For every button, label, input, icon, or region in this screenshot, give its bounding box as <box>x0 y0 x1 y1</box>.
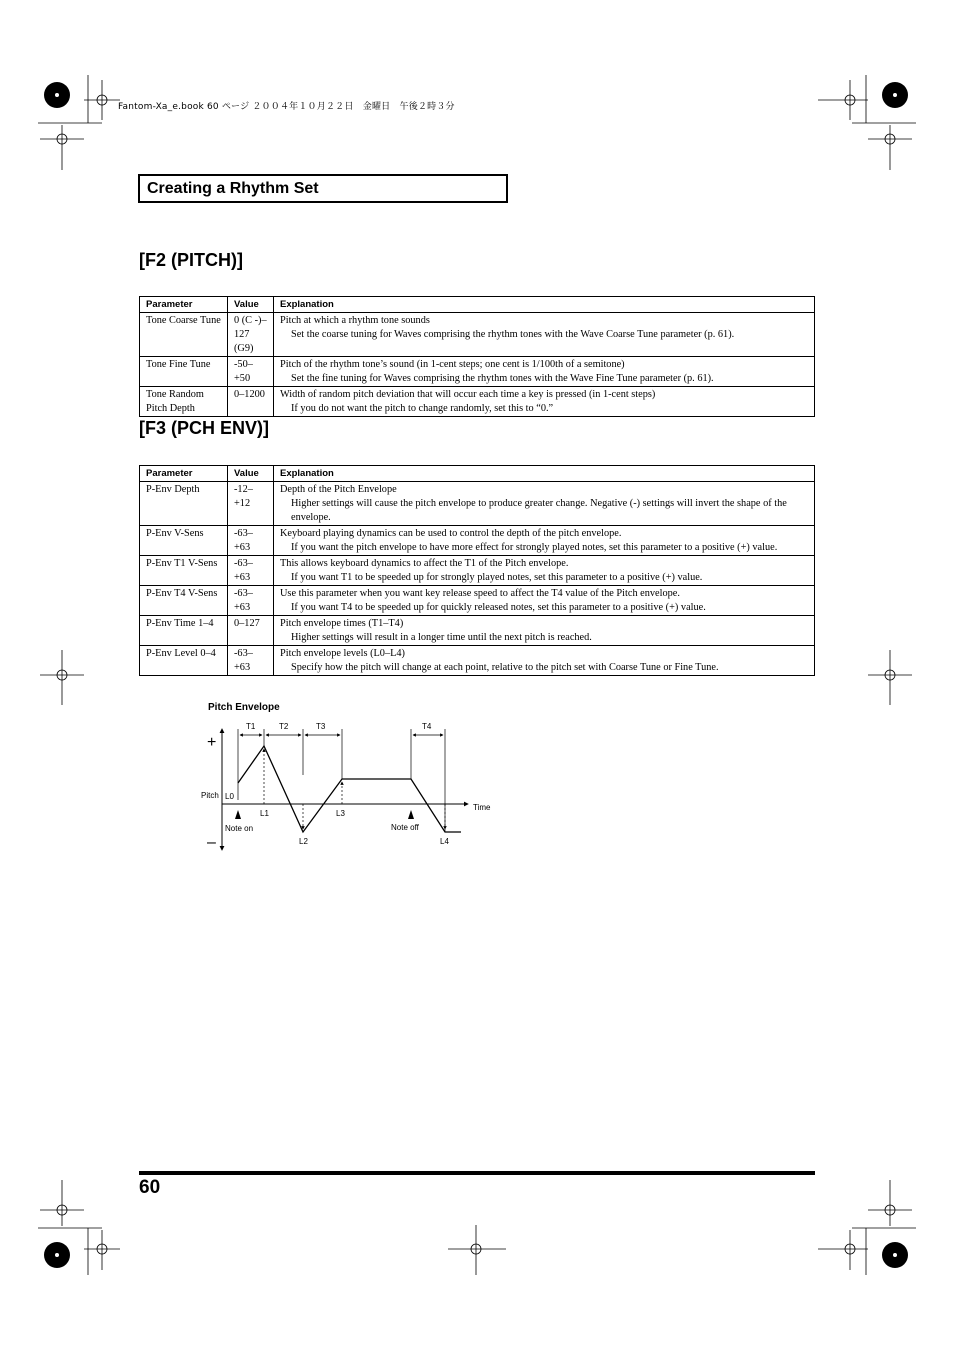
parameter-value: 0–127 <box>228 616 274 646</box>
parameter-name: P-Env Depth <box>140 482 228 526</box>
column-header: Value <box>228 466 274 482</box>
parameter-name: P-Env Level 0–4 <box>140 646 228 676</box>
section-title: Creating a Rhythm Set <box>138 174 508 203</box>
parameter-explanation: Depth of the Pitch Envelope Higher settings will cause the pitch envelope to produce greater change. Negative (-) settings will invert the shape of the envelope. <box>274 482 815 526</box>
table-row <box>140 526 815 556</box>
note-off-label: Note off <box>391 823 419 832</box>
l0-label: L0 <box>225 792 234 801</box>
t4-label: T4 <box>422 722 432 731</box>
envelope-curve <box>238 746 461 832</box>
table-row <box>140 313 815 357</box>
l2-label: L2 <box>299 837 308 846</box>
parameter-name: P-Env T1 V-Sens <box>140 556 228 586</box>
l4-label: L4 <box>440 837 449 846</box>
footer-rule <box>139 1171 815 1175</box>
parameter-name: Tone Coarse Tune <box>140 313 228 357</box>
note-off-marker <box>408 810 414 819</box>
parameter-value: -63– +63 <box>228 586 274 616</box>
parameter-name: P-Env Time 1–4 <box>140 616 228 646</box>
t3-label: T3 <box>316 722 326 731</box>
parameter-explanation: Pitch at which a rhythm tone sounds Set the coarse tuning for Waves comprising the rhythm tones with the Wave Coarse Tune parameter (p. 61). <box>274 313 815 357</box>
parameter-value: 0 (C -)– 127 (G9) <box>228 313 274 357</box>
f2-parameter-table <box>139 296 815 417</box>
parameter-name: Tone Random Pitch Depth <box>140 387 228 417</box>
f2-heading: [F2 (PITCH)] <box>139 250 243 270</box>
t2-label: T2 <box>279 722 289 731</box>
table-row <box>140 556 815 586</box>
t1-label: T1 <box>246 722 256 731</box>
l1-label: L1 <box>260 809 269 818</box>
column-header: Explanation <box>274 466 815 482</box>
parameter-explanation: Pitch envelope levels (L0–L4) Specify how the pitch will change at each point, relative to the pitch set with Coarse Tune or Fine Tune. <box>274 646 815 676</box>
minus-sign: – <box>207 834 216 851</box>
parameter-name: P-Env V-Sens <box>140 526 228 556</box>
l3-label: L3 <box>336 809 345 818</box>
note-on-marker <box>235 810 241 819</box>
parameter-name: Tone Fine Tune <box>140 357 228 387</box>
table-row <box>140 616 815 646</box>
time-label: Time <box>473 803 491 812</box>
parameter-explanation: Width of random pitch deviation that will occur each time a key is pressed (in 1-cent steps) If you do not want the pitch to change randomly, set this to “0.” <box>274 387 815 417</box>
parameter-value: -63– +63 <box>228 556 274 586</box>
table-row <box>140 482 815 526</box>
table-row <box>140 387 815 417</box>
column-header: Explanation <box>274 297 815 313</box>
f3-heading: [F3 (PCH ENV)] <box>139 418 269 438</box>
parameter-explanation: Pitch envelope times (T1–T4) Higher settings will result in a longer time until the next pitch is reached. <box>274 616 815 646</box>
parameter-name: P-Env T4 V-Sens <box>140 586 228 616</box>
column-header: Parameter <box>140 466 228 482</box>
f3-parameter-table <box>139 465 815 676</box>
pitch-label: Pitch <box>201 791 219 800</box>
parameter-explanation: Keyboard playing dynamics can be used to control the depth of the pitch envelope. If you want the pitch envelope to have more effect for strongly played notes, set this parameter to a positive (+) value. <box>274 526 815 556</box>
parameter-value: -63– +63 <box>228 526 274 556</box>
parameter-explanation: This allows keyboard dynamics to affect the T1 of the Pitch envelope. If you want T1 to be speeded up for strongly played notes, set this parameter to a positive (+) value. <box>274 556 815 586</box>
table-row <box>140 357 815 387</box>
page-number: 60 <box>139 1177 161 1198</box>
table-header-row <box>140 297 815 313</box>
plus-sign: + <box>207 734 217 751</box>
envelope-title: Pitch Envelope <box>208 702 280 713</box>
parameter-value: 0–1200 <box>228 387 274 417</box>
pitch-envelope-diagram <box>195 715 505 855</box>
table-header-row <box>140 466 815 482</box>
parameter-value: -63– +63 <box>228 646 274 676</box>
parameter-value: -50– +50 <box>228 357 274 387</box>
note-on-label: Note on <box>225 824 254 833</box>
parameter-value: -12– +12 <box>228 482 274 526</box>
table-row <box>140 646 815 676</box>
column-header: Parameter <box>140 297 228 313</box>
column-header: Value <box>228 297 274 313</box>
parameter-explanation: Pitch of the rhythm tone’s sound (in 1-cent steps; one cent is 1/100th of a semitone) Set the fine tuning for Waves comprising the rhythm tones with the Wave Fine Tune parameter (p. 61). <box>274 357 815 387</box>
print-header: Fantom-Xa_e.book 60 ページ ２００４年１０月２２日 金曜日 午後２時３分 <box>118 102 455 112</box>
table-row <box>140 586 815 616</box>
parameter-explanation: Use this parameter when you want key release speed to affect the T4 value of the Pitch envelope. If you want T4 to be speeded up for quickly released notes, set this parameter to a positive (+) value. <box>274 586 815 616</box>
